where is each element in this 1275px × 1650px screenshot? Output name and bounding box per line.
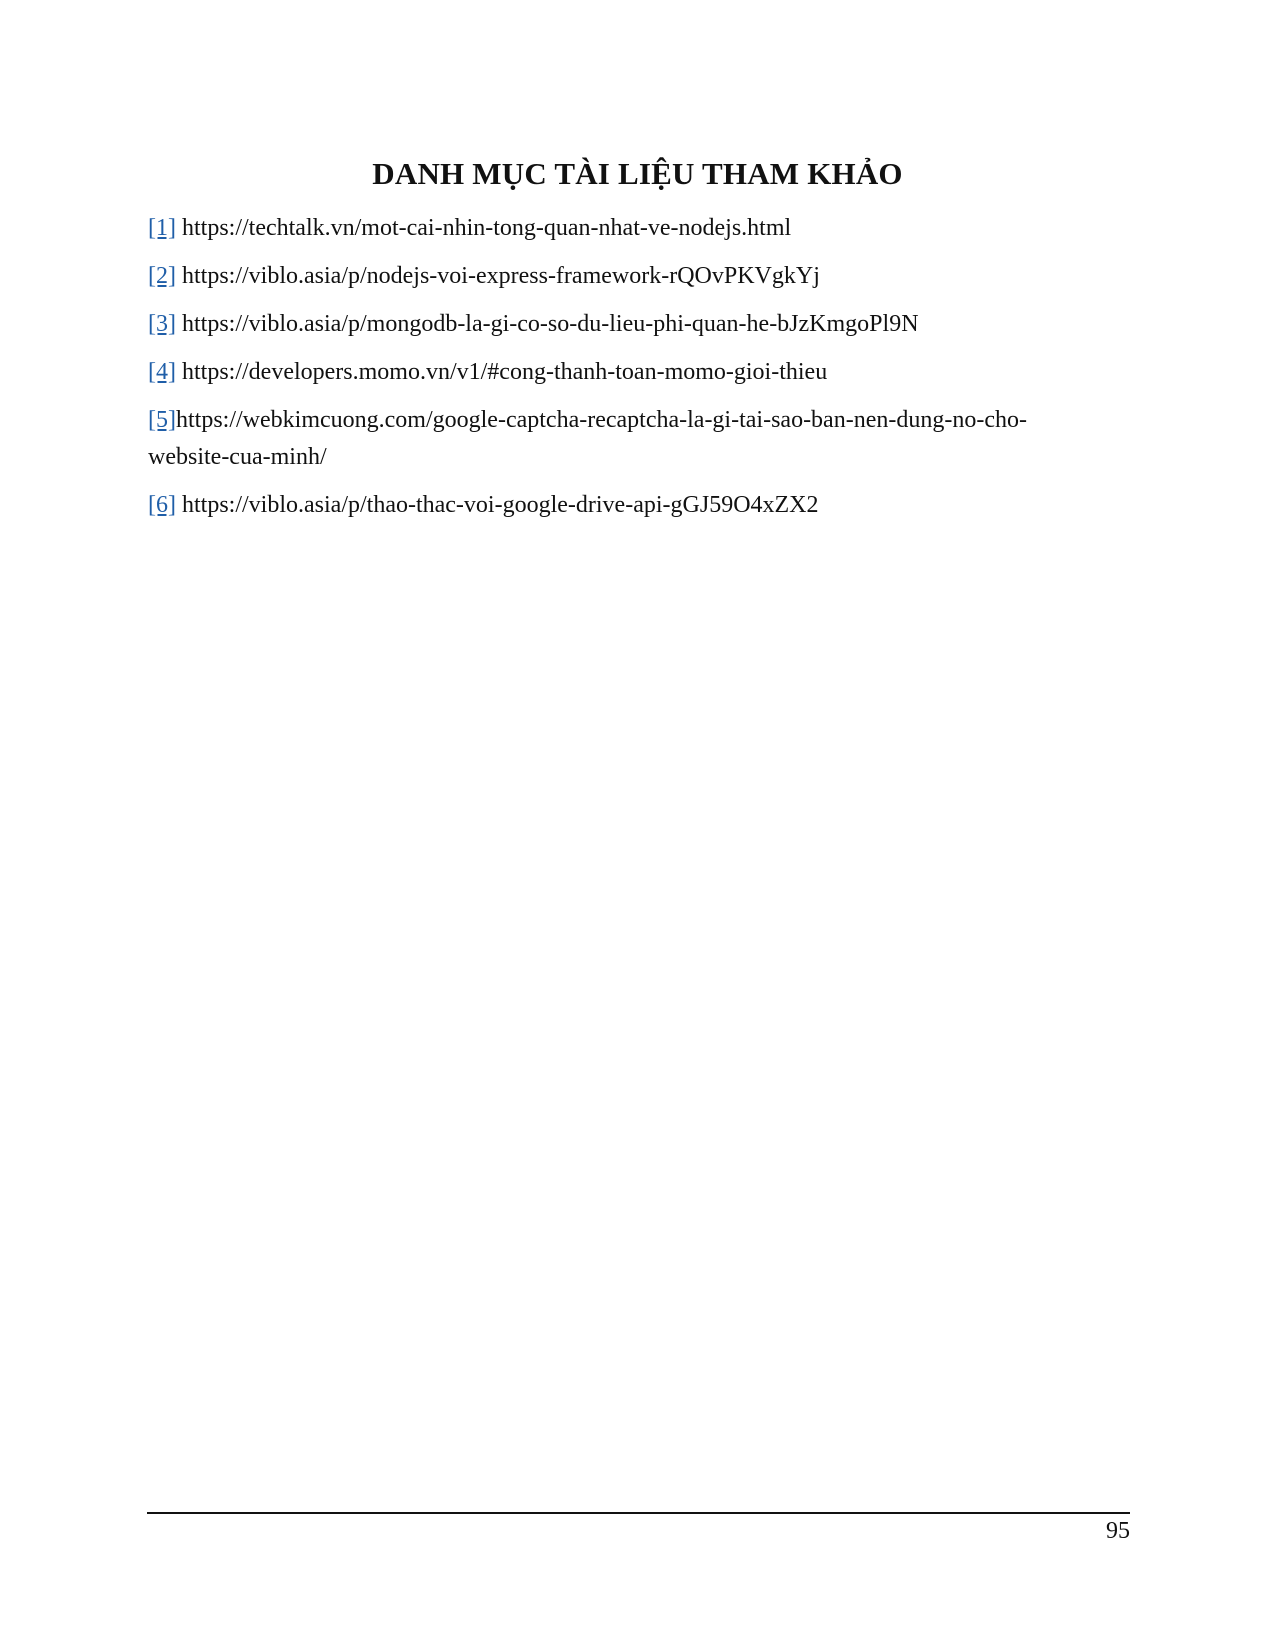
reference-url: https://webkimcuong.com/google-captcha-recaptcha-la-gi-tai-sao-ban-nen-dung-no-cho-website-cua-minh/ bbox=[148, 407, 1027, 470]
reference-url: https://developers.momo.vn/v1/#cong-thanh-toan-momo-gioi-thieu bbox=[181, 359, 828, 385]
reference-number-link[interactable]: [6] bbox=[148, 492, 176, 518]
reference-number-link[interactable]: [2] bbox=[148, 263, 176, 289]
page-number: 95 bbox=[1106, 1518, 1130, 1544]
reference-number-link[interactable]: [3] bbox=[148, 311, 176, 337]
reference-number-link[interactable]: [5] bbox=[148, 407, 176, 433]
reference-list bbox=[148, 210, 1103, 535]
reference-item bbox=[148, 258, 1103, 295]
reference-item bbox=[148, 487, 1103, 524]
reference-item bbox=[148, 402, 1103, 476]
reference-url: https://viblo.asia/p/nodejs-voi-express-framework-rQOvPKVgkYj bbox=[181, 263, 820, 289]
page-title: DANH MỤC TÀI LIỆU THAM KHẢO bbox=[372, 156, 903, 191]
reference-number-link[interactable]: [1] bbox=[148, 215, 176, 241]
footer-divider bbox=[147, 1512, 1130, 1514]
reference-item bbox=[148, 306, 1103, 343]
reference-item bbox=[148, 210, 1103, 247]
reference-url: https://viblo.asia/p/thao-thac-voi-google-drive-api-gGJ59O4xZX2 bbox=[181, 492, 819, 518]
reference-item bbox=[148, 354, 1103, 391]
reference-number-link[interactable]: [4] bbox=[148, 359, 176, 385]
reference-url: https://viblo.asia/p/mongodb-la-gi-co-so-du-lieu-phi-quan-he-bJzKmgoPl9N bbox=[181, 311, 919, 337]
reference-url: https://techtalk.vn/mot-cai-nhin-tong-quan-nhat-ve-nodejs.html bbox=[181, 215, 792, 241]
